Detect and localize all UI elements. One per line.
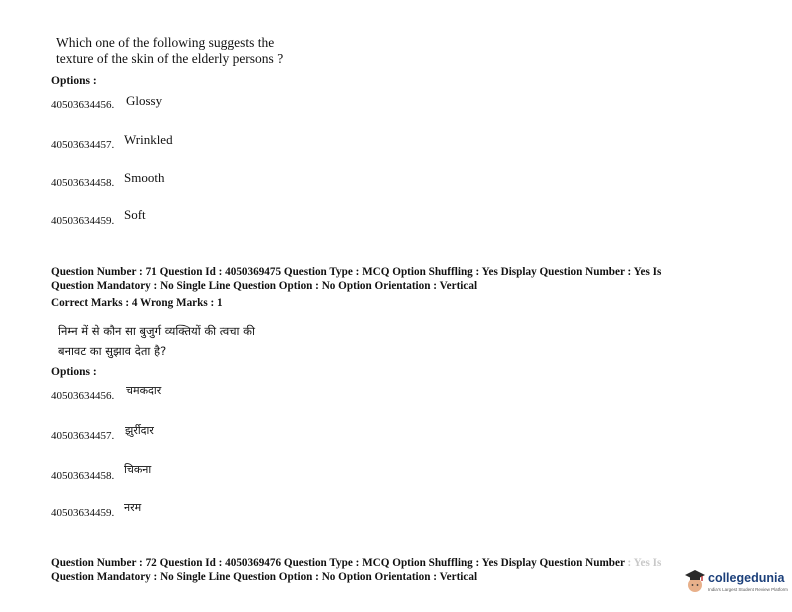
graduation-cap-icon (684, 568, 706, 599)
option-text: Smooth (124, 170, 165, 185)
question-text-line-2: बनावट का सुझाव देता है? (58, 344, 167, 358)
question-meta-line-2: Question Mandatory : No Single Line Question Option : No Option Orientation : Vertical (51, 280, 478, 292)
marks-line: Correct Marks : 4 Wrong Marks : 1 (51, 297, 223, 309)
option-id: 40503634457. (51, 139, 115, 151)
meta-text-faded: : Yes Is (627, 557, 662, 569)
option-text: नरम (124, 501, 142, 514)
option-id: 40503634456. (51, 390, 115, 402)
question-meta-line-1 (51, 557, 661, 571)
option-id: 40503634456. (51, 99, 115, 111)
question-text-line-1: Which one of the following suggests the (56, 35, 275, 50)
brand-tagline: India's Largest Student Review Platform (708, 587, 788, 592)
option-text: Soft (124, 207, 146, 222)
option-text: झुर्रीदार (125, 424, 154, 437)
meta-text: Question Number : 72 Question Id : 4050369476 Question Type : MCQ Option Shuffling : Yes Display Question Number (51, 557, 625, 569)
question-text-line-2: texture of the skin of the elderly persons ? (56, 51, 284, 66)
option-id: 40503634457. (51, 430, 115, 442)
brand-name: collegedunia (708, 571, 785, 585)
collegedunia-watermark (680, 565, 788, 599)
question-meta-line-2: Question Mandatory : No Single Line Question Option : No Option Orientation : Vertical (51, 571, 478, 583)
option-text: चमकदार (126, 384, 162, 397)
question-meta-line-1: Question Number : 71 Question Id : 4050369475 Question Type : MCQ Option Shuffling : Yes Display Question Number : Yes Is (51, 266, 662, 278)
option-text: Wrinkled (124, 132, 173, 147)
options-label: Options : (51, 75, 97, 87)
option-id: 40503634458. (51, 177, 115, 189)
option-id: 40503634458. (51, 470, 115, 482)
option-id: 40503634459. (51, 215, 115, 227)
option-text: चिकना (124, 463, 152, 476)
option-text: Glossy (126, 93, 163, 108)
option-id: 40503634459. (51, 507, 115, 519)
options-label: Options : (51, 366, 97, 378)
question-text-line-1: निम्न में से कौन सा बुजुर्ग व्यक्तियों की त्वचा की (58, 324, 255, 338)
